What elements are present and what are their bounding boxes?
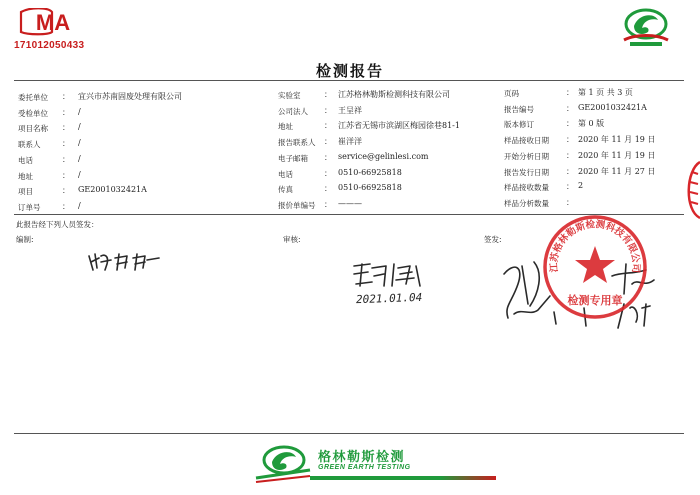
lab-colon-5: ： <box>324 168 332 178</box>
lab-label-3: 报告联系人 <box>278 138 316 148</box>
stamp-subtext: 检测专用章 <box>567 294 623 307</box>
green-earth-logo-icon <box>620 6 672 48</box>
client-label-7: 订单号 <box>18 202 41 212</box>
client-colon-7: ： <box>62 201 70 211</box>
report-colon-2: ： <box>566 119 574 129</box>
lab-colon-0: ： <box>324 90 332 99</box>
report-value-0: 第 1 页 共 3 页 <box>578 88 633 97</box>
report-colon-3: ： <box>566 135 574 145</box>
lab-colon-2: ： <box>324 121 332 131</box>
client-label-6: 项目 <box>18 187 33 197</box>
side-seal-fragment <box>678 160 700 220</box>
report-colon-5: ： <box>566 166 574 176</box>
report-label-0: 页码 <box>504 89 519 98</box>
footer-brand-cn: 格林勒斯检测 <box>318 450 406 465</box>
client-value-7: / <box>78 200 81 210</box>
footer-brand-en: GREEN EARTH TESTING <box>318 464 411 471</box>
report-label-5: 报告发行日期 <box>504 167 549 177</box>
report-colon-4: ： <box>566 150 574 160</box>
report-label-3: 样品接收日期 <box>504 136 549 146</box>
report-value-3: 2020 年 11 月 19 日 <box>578 135 656 145</box>
client-label-3: 联系人 <box>18 140 41 150</box>
lab-label-0: 实验室 <box>278 91 301 100</box>
report-title: 检测报告 <box>315 62 384 80</box>
client-label-1: 受检单位 <box>18 108 48 118</box>
footer-logo-icon <box>254 442 312 486</box>
report-label-2: 版本修订 <box>504 120 534 130</box>
lab-value-2: 江苏省无锡市滨湖区梅园徐巷81-1 <box>338 121 460 131</box>
issuer-label: 签发: <box>484 235 502 244</box>
client-value-5: / <box>78 169 81 179</box>
report-value-2: 第 0 版 <box>578 119 605 129</box>
compiler-label: 编制: <box>16 235 34 244</box>
lab-label-4: 电子邮箱 <box>278 153 308 163</box>
client-label-5: 地址 <box>18 171 33 181</box>
footer-divider <box>14 433 684 434</box>
review-date: 2021.01.04 <box>355 290 423 307</box>
cma-logo <box>18 8 86 36</box>
lab-colon-7: ： <box>324 199 332 209</box>
client-colon-1: ： <box>62 107 70 117</box>
client-value-2: / <box>78 122 81 132</box>
lab-label-5: 电话 <box>278 169 293 179</box>
client-value-0: 宜兴市苏南固废处理有限公司 <box>78 92 182 101</box>
footer-swoosh <box>310 476 496 480</box>
report-value-6: 2 <box>578 181 584 191</box>
lab-label-6: 传真 <box>278 185 293 195</box>
report-colon-7: ： <box>566 197 574 207</box>
client-label-0: 委托单位 <box>18 93 48 102</box>
signature-note: 此报告经下列人员签发： <box>16 220 99 229</box>
client-colon-5: ： <box>62 170 70 180</box>
report-value-5: 2020 年 11 月 27 日 <box>578 166 656 176</box>
footer-brand <box>250 442 500 486</box>
report-colon-6: ： <box>566 182 574 192</box>
company-seal-stamp <box>540 212 650 322</box>
client-value-6: GE2001032421A <box>78 185 147 195</box>
report-label-1: 报告编号 <box>504 104 534 114</box>
lab-colon-4: ： <box>324 152 332 162</box>
cma-code: 171012050433 <box>14 40 85 51</box>
lab-value-3: 崔洋洋 <box>338 137 362 147</box>
reviewer-signature-icon <box>350 258 430 290</box>
lab-colon-1: ： <box>324 105 332 115</box>
lab-value-1: 王呈祥 <box>338 105 362 115</box>
reviewer-label: 审核: <box>283 235 301 244</box>
client-value-1: / <box>78 106 81 116</box>
report-value-1: GE2001032421A <box>578 102 647 112</box>
lab-value-4: service@gelinlesi.com <box>338 151 429 161</box>
report-label-6: 样品接收数量 <box>504 183 549 193</box>
report-colon-1: ： <box>566 103 574 113</box>
client-label-2: 项目名称 <box>18 124 48 134</box>
cma-text: MA <box>35 10 71 35</box>
lab-label-2: 地址 <box>278 122 293 132</box>
compiler-signature-icon <box>85 248 165 274</box>
client-colon-0: ： <box>62 92 70 101</box>
client-colon-3: ： <box>62 139 70 149</box>
report-colon-0: ： <box>566 88 574 97</box>
report-value-4: 2020 年 11 月 19 日 <box>578 150 656 160</box>
lab-value-6: 0510-66925818 <box>338 183 402 193</box>
client-colon-6: ： <box>62 186 70 196</box>
report-label-4: 开始分析日期 <box>504 151 549 161</box>
stamp-text: 江苏格林勒斯检测科技有限公司 <box>548 219 642 274</box>
client-label-4: 电话 <box>18 155 33 165</box>
lab-label-1: 公司法人 <box>278 106 308 116</box>
client-colon-4: ： <box>62 154 70 164</box>
lab-colon-3: ： <box>324 137 332 147</box>
client-value-4: / <box>78 153 81 163</box>
client-colon-2: ： <box>62 123 70 133</box>
lab-label-7: 报价单编号 <box>278 200 316 210</box>
client-value-3: / <box>78 138 81 148</box>
title-divider <box>14 80 684 81</box>
lab-value-5: 0510-66925818 <box>338 167 402 177</box>
lab-value-0: 江苏格林勒斯检测科技有限公司 <box>338 90 450 99</box>
lab-colon-6: ： <box>324 184 332 194</box>
report-label-7: 样品分析数量 <box>504 198 549 208</box>
lab-value-7: ——— <box>338 198 362 208</box>
